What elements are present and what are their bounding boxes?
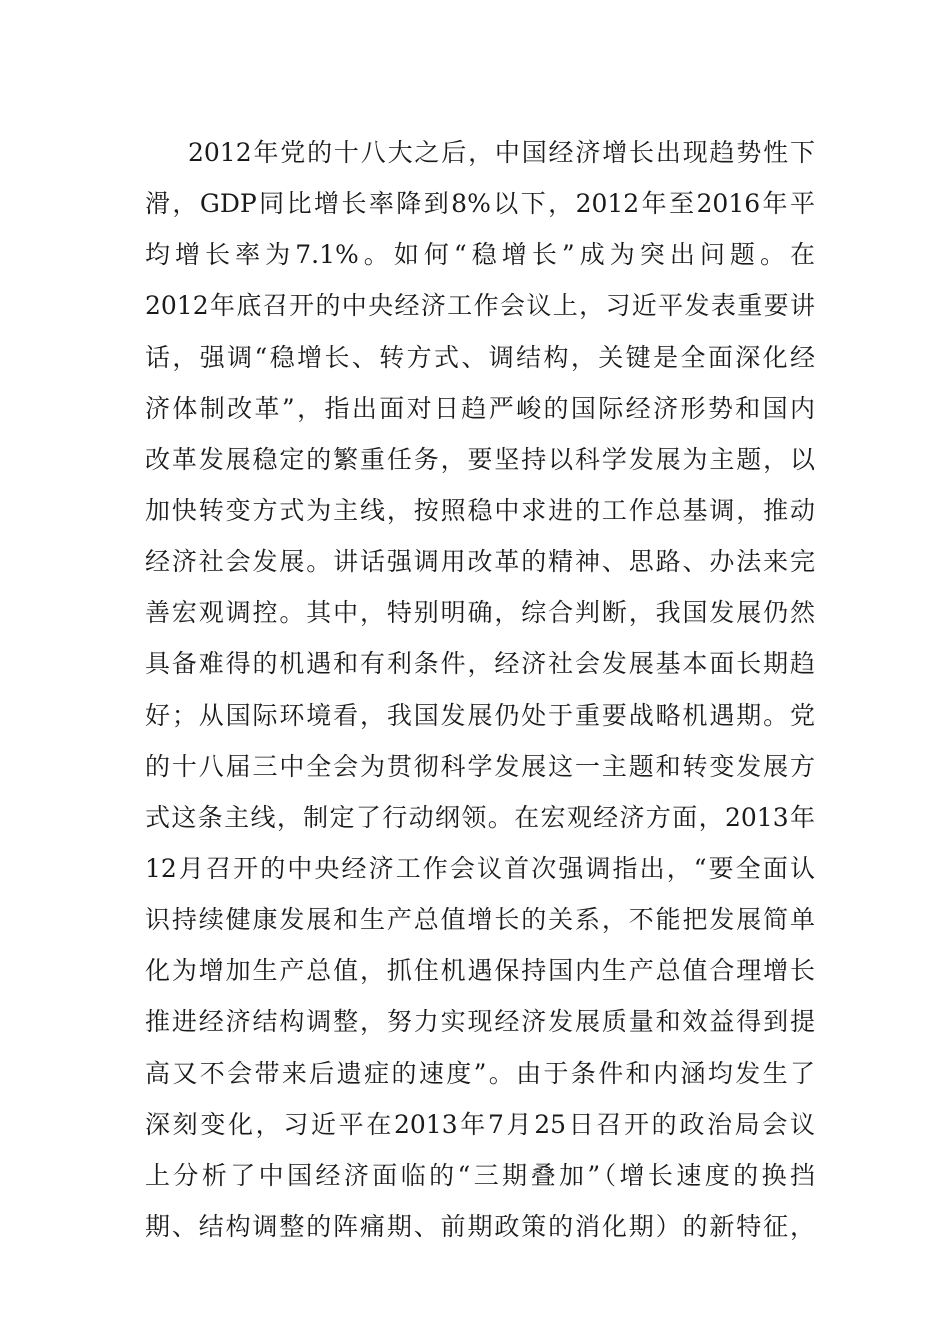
paragraph-line-4: 2012年底召开的中央经济工作会议上，习近平发表重要讲: [145, 291, 815, 321]
paragraph-line-8: 加快转变方式为主线，按照稳中求进的工作总基调，推动: [145, 495, 815, 525]
paragraph-line-21: 上分析了中国经济面临的“三期叠加”（增长速度的换挡: [145, 1160, 815, 1190]
paragraph-line-2: 滑，GDP同比增长率降到8%以下，2012年至2016年平: [145, 189, 815, 219]
paragraph-line-15: 12月召开的中央经济工作会议首次强调指出，“要全面认: [145, 853, 815, 883]
paragraph-line-19: 高又不会带来后遗症的速度”。由于条件和内涵均发生了: [145, 1058, 815, 1088]
paragraph-line-13: 的十八届三中全会为贯彻科学发展这一主题和转变发展方: [145, 751, 815, 781]
paragraph-line-11: 具备难得的机遇和有利条件，经济社会发展基本面长期趋: [145, 649, 815, 679]
paragraph-line-22: 期、结构调整的阵痛期、前期政策的消化期）的新特征，: [145, 1211, 815, 1241]
paragraph-line-1: 2012年党的十八大之后，中国经济增长出现趋势性下: [188, 138, 815, 167]
paragraph-line-18: 推进经济结构调整，努力实现经济发展质量和效益得到提: [145, 1007, 815, 1037]
paragraph-line-20: 深刻变化，习近平在2013年7月25日召开的政治局会议: [145, 1109, 815, 1139]
paragraph-line-5: 话，强调“稳增长、转方式、调结构，关键是全面深化经: [145, 342, 815, 372]
paragraph-line-7: 改革发展稳定的繁重任务，要坚持以科学发展为主题，以: [145, 444, 815, 474]
paragraph-line-16: 识持续健康发展和生产总值增长的关系，不能把发展简单: [145, 905, 815, 935]
paragraph-line-12: 好；从国际环境看，我国发展仍处于重要战略机遇期。党: [145, 700, 815, 730]
paragraph-line-17: 化为增加生产总值，抓住机遇保持国内生产总值合理增长: [145, 956, 815, 986]
paragraph-line-9: 经济社会发展。讲话强调用改革的精神、思路、办法来完: [145, 547, 815, 577]
paragraph-line-6: 济体制改革”，指出面对日趋严峻的国际经济形势和国内: [145, 393, 815, 423]
body-paragraph: [145, 127, 815, 1252]
paragraph-line-10: 善宏观调控。其中，特别明确，综合判断，我国发展仍然: [145, 598, 815, 628]
paragraph-line-14: 式这条主线，制定了行动纲领。在宏观经济方面，2013年: [145, 802, 815, 832]
paragraph-line-3: 均增长率为7.1%。如何“稳增长”成为突出问题。在: [145, 240, 815, 270]
